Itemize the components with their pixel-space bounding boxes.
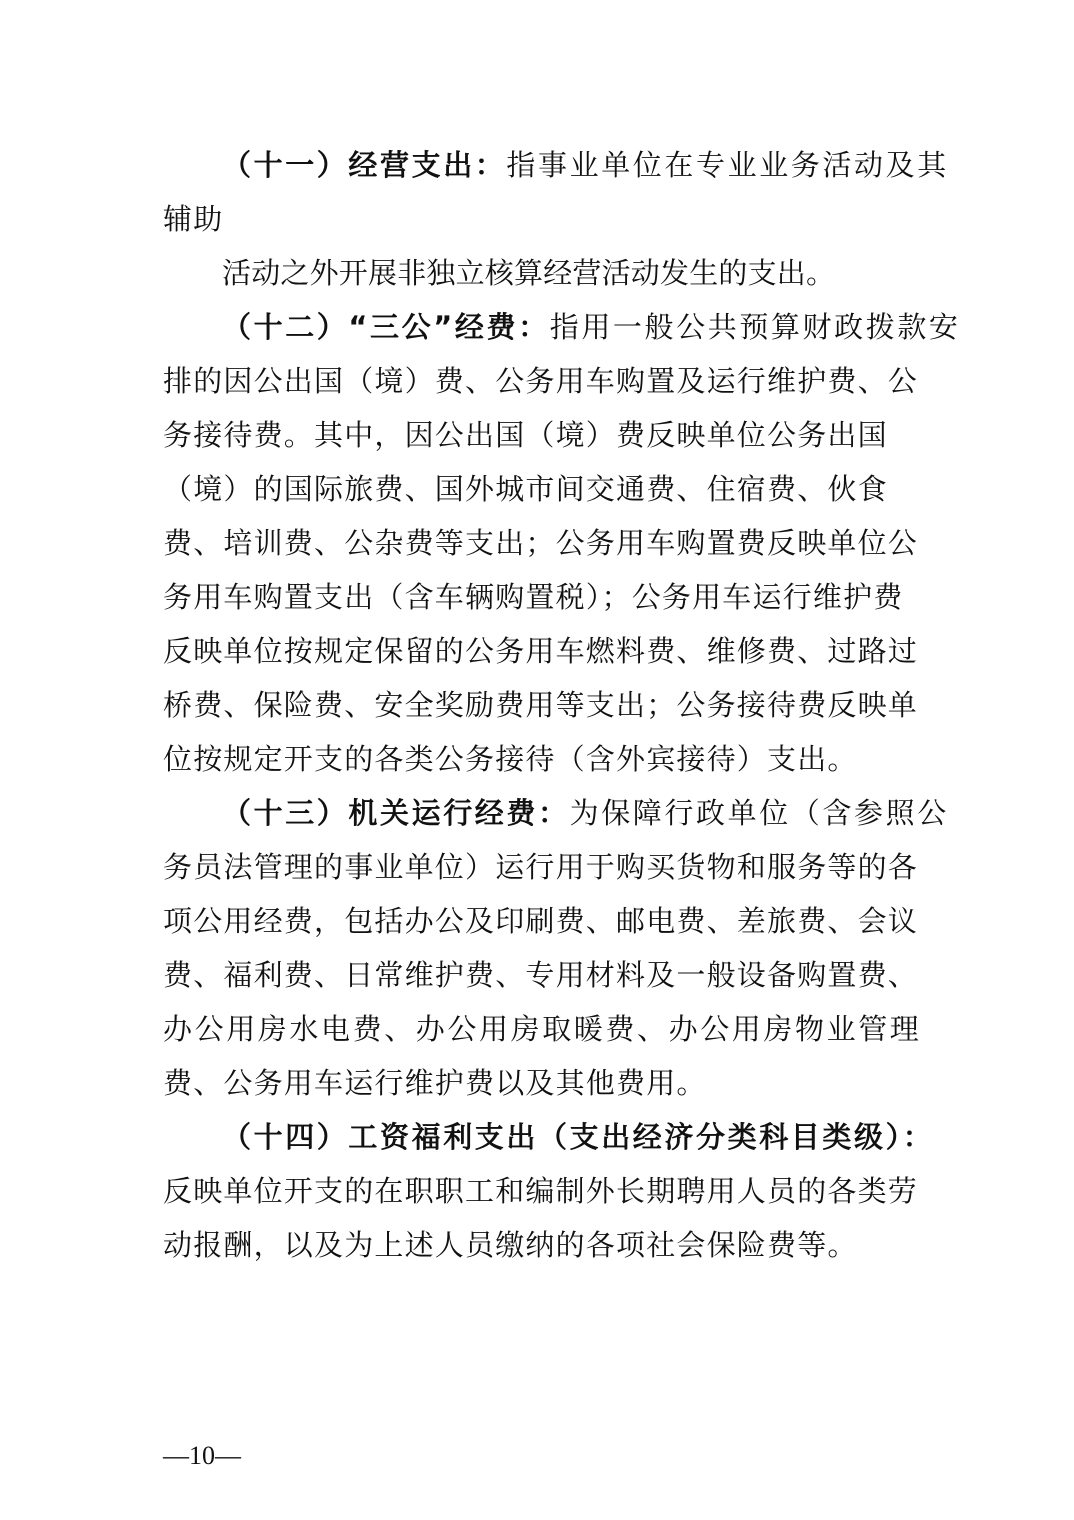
section-14-heading: （十四）工资福利支出（支出经济分类科目类级）： xyxy=(222,1120,935,1154)
section-12-line: 桥费、保险费、安全奖励费用等支出；公务接待费反映单 xyxy=(163,688,919,722)
section-13-heading: （十三）机关运行经费： xyxy=(222,796,570,830)
section-13-line: 办公用房水电费、办公用房取暖费、办公用房物业管理 xyxy=(163,1012,922,1046)
section-13-line: 费、公务用车运行维护费以及其他费用。 xyxy=(163,1066,707,1100)
section-12-text: 指用一般公共预算财政拨款安 xyxy=(549,310,961,344)
section-12-line: 费、培训费、公杂费等支出；公务用车购置费反映单位公 xyxy=(163,526,919,560)
section-11-first-line xyxy=(222,145,949,185)
section-11-heading: （十一）经营支出： xyxy=(222,148,507,182)
section-14-line: 动报酬，以及为上述人员缴纳的各项社会保险费等。 xyxy=(163,1228,858,1262)
section-12-line: 务用车购置支出（含车辆购置税）；公务用车运行维护费 xyxy=(163,580,904,614)
section-13-line: 务员法管理的事业单位）运行用于购买货物和服务等的各 xyxy=(163,850,919,884)
section-11-line-2: 辅助 xyxy=(163,202,224,236)
section-12-line: 反映单位按规定保留的公务用车燃料费、维修费、过路过 xyxy=(163,634,919,668)
section-13-text: 为保障行政单位（含参照公 xyxy=(569,796,949,830)
page-number: —10— xyxy=(163,1441,241,1470)
section-12-line: 务接待费。其中，因公出国（境）费反映单位公务出国 xyxy=(163,418,888,452)
section-11-line-3: 活动之外开展非独立核算经营活动发生的支出。 xyxy=(222,256,836,290)
section-13-line: 费、福利费、日常维护费、专用材料及一般设备购置费、 xyxy=(163,958,919,992)
section-13-line: 项公用经费，包括办公及印刷费、邮电费、差旅费、会议 xyxy=(163,904,919,938)
section-12-line: （境）的国际旅费、国外城市间交通费、住宿费、伙食 xyxy=(163,472,888,506)
section-14-line: 反映单位开支的在职职工和编制外长期聘用人员的各类劳 xyxy=(163,1174,919,1208)
section-12-line: 位按规定开支的各类公务接待（含外宾接待）支出。 xyxy=(163,742,858,776)
section-13-first-line xyxy=(222,793,949,833)
section-12-line: 排的因公出国（境）费、公务用车购置及运行维护费、公 xyxy=(163,364,919,398)
section-12-heading: （十二）“三公”经费： xyxy=(222,310,550,344)
section-11-text: 指事业单位在专业业务活动及其 xyxy=(506,148,949,182)
section-12-first-line xyxy=(222,307,961,347)
